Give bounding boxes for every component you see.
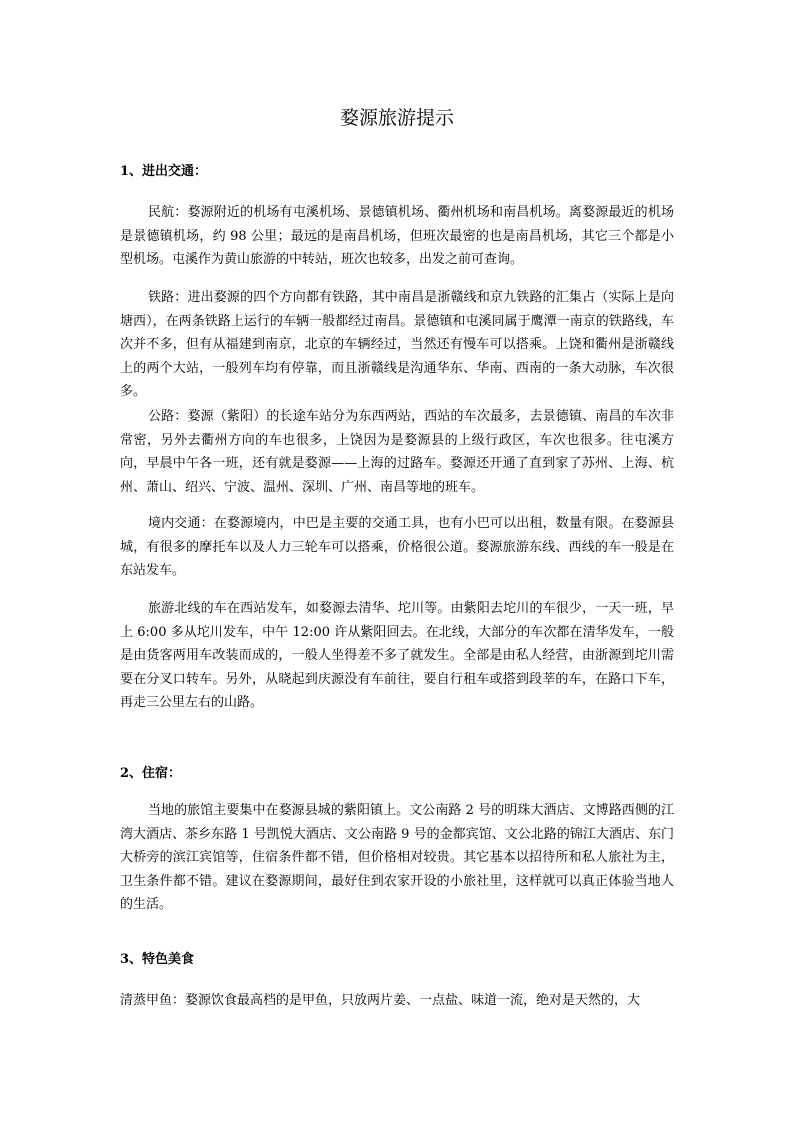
paragraph-railway: 铁路：进出婺源的四个方向都有铁路，其中南昌是浙赣线和京九铁路的汇集占（实际上是向塘西），在两条铁路上运行的车辆一般都经过南昌。景德镇和屯溪同属于鹰潭一南京的铁路线，车次并不多，但有从福建到南京，北京的车辆经过，当然还有慢车可以搭乘。上饶和衢州是浙赣线上的两个大站，一般列车均有停靠，而且浙赣线是沟通华东、华南、西南的一条大动脉，车次很多。 [120,290,674,399]
section-heading-lodging: 2、住宿： [120,766,182,781]
paragraph-north-route: 旅游北线的车在西站发车，如婺源去清华、坨川等。由紫阳去坨川的车很少，一天一班，早上 6:00 多从坨川发车，中午 12:00 许从紫阳回去。在北线，大部分的车次都在清华发车，一般是由货客两用车改装而成的，一般人坐得差不多了就发生。全部是由私人经营，由浙源到坨川需要在分叉口转车。另外，从晓起到庆源没有车前往，要自行租车或搭到段莘的车，在路口下车，再走三公里左右的山路。 [120,601,674,710]
paragraph-steamed-turtle: 清蒸甲鱼：婺源饮食最高档的是甲鱼，只放两片姜、一点盐、味道一流，绝对是天然的，大 [120,993,641,1008]
paragraph-lodging: 当地的旅馆主要集中在婺源县城的紫阳镇上。文公南路 2 号的明珠大酒店、文博路西侧的江湾大酒店、茶乡东路 1 号凯悦大酒店、文公南路 9 号的金都宾馆、文公北路的锦江大酒店、东门大桥旁的滨江宾馆等，住宿条件都不错，但价格相对较贵。其它基本以招待所和私人旅社为主，卫生条件都不错。建议在婺源期间，最好住到农家开设的小旅社里，这样就可以真正体验当地人的生活。 [120,803,674,912]
section-heading-transport: 1、进出交通： [120,164,208,179]
paragraph-highway: 公路：婺源（紫阳）的长途车站分为东西两站，西站的车次最多，去景德镇、南昌的车次非常密，另外去衢州方向的车也很多，上饶因为是婺源县的上级行政区，车次也很多。往屯溪方向，早晨中午各一班，还有就是婺源——上海的过路车。婺源还开通了直到家了苏州、上海、杭州、萧山、绍兴、宁波、温州、深圳、广州、南昌等地的班车。 [120,409,674,495]
page-title: 婺源旅游提示 [339,107,454,129]
section-heading-food: 3、特色美食 [120,952,195,967]
paragraph-civil-aviation: 民航：婺源附近的机场有屯溪机场、景德镇机场、衢州机场和南昌机场。离婺源最近的机场是景德镇机场，约 98 公里；最远的是南昌机场，但班次最密的也是南昌机场，其它三个都是小型机场。屯溪作为黄山旅游的中转站，班次也较多，出发之前可查询。 [120,205,674,267]
paragraph-local-transport: 境内交通：在婺源境内，中巴是主要的交通工具，也有小巴可以出租，数量有限。在婺源县城，有很多的摩托车以及人力三轮车可以搭乘，价格很公道。婺源旅游东线、西线的车一般是在东站发车。 [120,516,674,578]
